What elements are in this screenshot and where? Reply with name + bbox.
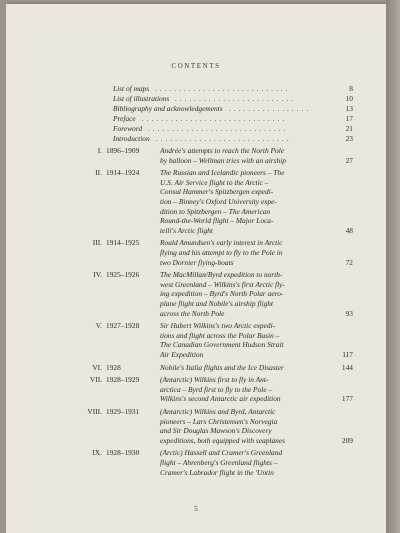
chapter-page-number: 177 bbox=[341, 394, 353, 404]
entry-page-number: 10 bbox=[345, 94, 353, 103]
chapter-years: 1928–1930 bbox=[106, 448, 140, 458]
leader-dots: ............................ bbox=[155, 84, 291, 93]
description-line: ing expedition – Byrd's North Polar aero- bbox=[160, 289, 284, 299]
front-matter-entry bbox=[113, 114, 353, 123]
entry-title: Preface bbox=[113, 114, 136, 123]
front-matter-entry bbox=[113, 94, 353, 103]
chapter-page-number: 209 bbox=[341, 435, 353, 445]
chapter-number: I. bbox=[97, 146, 102, 155]
chapter-entry bbox=[66, 270, 353, 318]
description-line: (Arctic) Hassell and Cramer's Greenland bbox=[160, 448, 283, 458]
chapter-number: VII. bbox=[89, 375, 102, 385]
chapter-page-number: 27 bbox=[345, 155, 353, 165]
chapter-description bbox=[160, 321, 330, 359]
entry-page-number: 8 bbox=[349, 84, 353, 93]
front-matter-entry bbox=[113, 134, 353, 143]
front-matter-entry bbox=[113, 124, 353, 133]
description-line: pioneers – Lars Christensen's Norvegia bbox=[160, 416, 278, 426]
chapter-entry bbox=[66, 375, 353, 404]
description-line: Consul Hammer's Spitzbergen expedi- bbox=[160, 187, 274, 197]
page-number: 5 bbox=[194, 504, 198, 513]
chapter-number: II. bbox=[95, 168, 102, 178]
description-line: flight – Ahrenberg's Greenland flights – bbox=[160, 457, 278, 467]
description-line: arctica – Byrd first to fly to the Pole – bbox=[160, 384, 273, 394]
description-line: Air Expedition bbox=[160, 349, 204, 359]
description-line: Round-the-World flight – Major Loca- bbox=[160, 216, 274, 226]
description-line: two Dornier flying-boats bbox=[160, 257, 234, 267]
chapter-years: 1927–1928 bbox=[106, 321, 140, 331]
book-page bbox=[6, 4, 386, 533]
chapter-page-number: 48 bbox=[345, 225, 353, 235]
leader-dots: ............................. bbox=[148, 124, 289, 133]
entry-title: Introduction bbox=[113, 134, 150, 143]
description-line: The MacMillan/Byrd expedition to north- bbox=[160, 270, 283, 280]
chapter-description bbox=[160, 168, 330, 235]
description-line: across the North Pole bbox=[160, 308, 225, 318]
chapter-description bbox=[160, 407, 330, 445]
chapter-number: VI. bbox=[92, 362, 102, 372]
chapter-number: V. bbox=[95, 321, 102, 331]
page-edge bbox=[386, 0, 400, 533]
description-line: (Antarctic) Wilkins and Byrd, Antarctic bbox=[160, 407, 276, 416]
description-line: dition to Spitzbergen – The American bbox=[160, 206, 271, 216]
description-line: U.S. Air Service flight to the Arctic – bbox=[160, 177, 269, 187]
chapter-description bbox=[160, 363, 330, 373]
description-line: flying and his attempt to fly to the Pole in bbox=[160, 247, 283, 257]
chapter-years: 1928 bbox=[106, 362, 121, 372]
chapter-entry bbox=[66, 238, 353, 267]
leader-dots: ......................... bbox=[175, 94, 297, 103]
chapter-entry bbox=[66, 363, 353, 373]
chapter-years: 1928–1929 bbox=[106, 375, 140, 385]
contents-heading: CONTENTS bbox=[171, 62, 221, 70]
chapter-description bbox=[160, 375, 330, 404]
chapter-description bbox=[160, 448, 330, 477]
chapter-number: IV. bbox=[93, 270, 102, 280]
chapter-years: 1929–1931 bbox=[106, 407, 140, 416]
description-line: Cramer's Labrador flight in the 'Untin bbox=[160, 467, 274, 477]
chapter-entry bbox=[66, 448, 353, 477]
front-matter-entry bbox=[113, 104, 353, 113]
chapter-description bbox=[160, 238, 330, 267]
description-line: and Sir Douglas Mawson's Discovery bbox=[160, 426, 272, 436]
chapter-page-number: 72 bbox=[345, 257, 353, 267]
description-line: tion – Binney's Oxford University expe- bbox=[160, 196, 277, 206]
chapter-years: 1914–1924 bbox=[106, 168, 140, 178]
leader-dots: ............................ bbox=[156, 134, 292, 143]
entry-title: Bibliography and acknowledgements bbox=[113, 104, 223, 113]
entry-page-number: 21 bbox=[345, 124, 353, 133]
chapter-description bbox=[160, 270, 330, 318]
description-line: Sir Hubert Wilkins's two Arctic expedi- bbox=[160, 321, 276, 331]
description-line: telli's Arctic flight bbox=[160, 225, 213, 235]
chapter-years: 1914–1925 bbox=[106, 238, 140, 248]
description-line: (Antarctic) Wilkins first to fly in Ant- bbox=[160, 375, 269, 385]
description-line: tions and flight across the Polar Basin – bbox=[160, 330, 280, 340]
entry-title: List of illustrations bbox=[113, 94, 170, 103]
description-line: Wilkins's second Antarctic air expedition bbox=[160, 394, 281, 404]
chapter-years: 1925–1926 bbox=[106, 270, 140, 280]
chapter-page-number: 93 bbox=[345, 308, 353, 318]
description-line: Nobile's Italia flights and the Ice Disaster bbox=[160, 362, 284, 372]
description-line: plane flight and Nobile's airship flight bbox=[160, 298, 274, 308]
entry-page-number: 13 bbox=[345, 104, 353, 113]
chapter-entry bbox=[66, 407, 353, 445]
chapter-description bbox=[160, 146, 330, 165]
chapter-page-number: 144 bbox=[341, 362, 353, 372]
description-line: The Russian and Icelandic pioneers – The bbox=[160, 168, 285, 178]
chapter-entry bbox=[66, 168, 353, 235]
description-line: Roald Amundsen's early interest in Arctic bbox=[160, 238, 283, 248]
leader-dots: .............................. bbox=[142, 114, 288, 123]
entry-title: Foreword bbox=[113, 124, 143, 133]
chapter-number: IX. bbox=[92, 448, 102, 458]
chapter-page-number: 117 bbox=[342, 349, 353, 359]
chapter-years: 1896–1909 bbox=[106, 146, 140, 155]
description-line: west Greenland – Wilkins's first Arctic fly- bbox=[160, 279, 285, 289]
entry-title: List of maps bbox=[113, 84, 150, 93]
description-line: by balloon – Wellman tries with an airship bbox=[160, 155, 286, 165]
chapter-number: VIII. bbox=[87, 407, 102, 416]
description-line: Andrée's attempts to reach the North Pole bbox=[160, 146, 285, 155]
entry-page-number: 17 bbox=[345, 114, 353, 123]
front-matter-entry bbox=[113, 84, 353, 93]
chapter-number: III. bbox=[92, 238, 102, 248]
chapter-entry bbox=[66, 321, 353, 359]
description-line: expeditions, both equipped with seaplanes bbox=[160, 435, 286, 445]
description-line: The Canadian Government Hudson Strait bbox=[160, 340, 284, 350]
chapter-entry bbox=[66, 146, 353, 165]
leader-dots: ................. bbox=[229, 104, 312, 113]
entry-page-number: 23 bbox=[345, 134, 353, 143]
